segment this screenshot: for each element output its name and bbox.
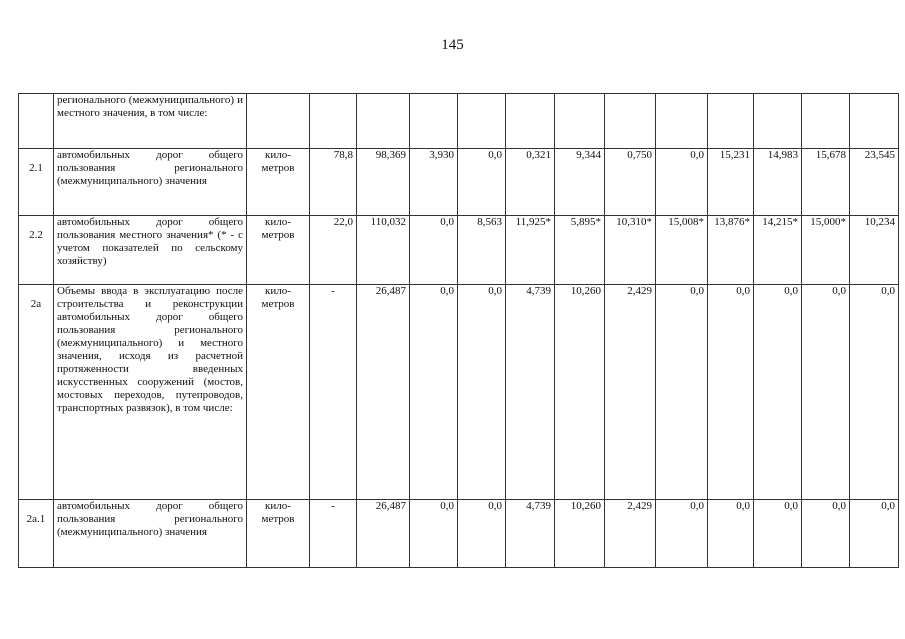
table-row <box>19 500 899 568</box>
value-cell <box>754 94 802 149</box>
value-cell: 2,429 <box>605 285 656 500</box>
value-cell: - <box>310 500 357 568</box>
value-cell: 3,930 <box>410 149 458 216</box>
value-cell: 10,260 <box>555 285 605 500</box>
value-cell: 4,739 <box>506 500 555 568</box>
value-cell: 0,0 <box>802 285 850 500</box>
value-cell: 15,678 <box>802 149 850 216</box>
row-unit: кило-метров <box>247 500 310 568</box>
table-row <box>19 216 899 285</box>
table-row <box>19 285 899 500</box>
value-cell <box>656 94 708 149</box>
value-cell: 8,563 <box>458 216 506 285</box>
value-cell: 0,0 <box>410 285 458 500</box>
value-cell: 9,344 <box>555 149 605 216</box>
value-cell: 0,0 <box>754 285 802 500</box>
value-cell: 0,0 <box>458 500 506 568</box>
value-cell: 10,234 <box>850 216 899 285</box>
row-number: 2а.1 <box>19 500 54 568</box>
value-cell: 11,925* <box>506 216 555 285</box>
value-cell: 0,0 <box>410 216 458 285</box>
value-cell: 0,0 <box>850 285 899 500</box>
indicators-table <box>18 93 899 568</box>
value-cell: 2,429 <box>605 500 656 568</box>
value-cell <box>357 94 410 149</box>
value-cell: 0,0 <box>656 285 708 500</box>
value-cell: 15,231 <box>708 149 754 216</box>
row-description: автомобильных дорог общего пользования местного значения* (* - с учетом показателей по сельскому хозяйству) <box>54 216 247 285</box>
value-cell: 15,008* <box>656 216 708 285</box>
value-cell <box>850 94 899 149</box>
value-cell: 0,0 <box>458 285 506 500</box>
value-cell: 0,0 <box>802 500 850 568</box>
value-cell: 10,310* <box>605 216 656 285</box>
value-cell: - <box>310 285 357 500</box>
value-cell: 0,321 <box>506 149 555 216</box>
value-cell <box>310 94 357 149</box>
row-number <box>19 94 54 149</box>
row-unit: кило-метров <box>247 216 310 285</box>
value-cell: 22,0 <box>310 216 357 285</box>
value-cell: 0,0 <box>410 500 458 568</box>
value-cell <box>802 94 850 149</box>
value-cell <box>555 94 605 149</box>
value-cell: 0,0 <box>708 500 754 568</box>
page-number: 145 <box>441 37 464 53</box>
value-cell: 0,0 <box>754 500 802 568</box>
row-description: автомобильных дорог общего пользования регионального (межмуниципального) значения <box>54 500 247 568</box>
row-description: регионального (межмуниципального) и местного значения, в том числе: <box>54 94 247 149</box>
value-cell: 0,0 <box>458 149 506 216</box>
value-cell: 0,0 <box>656 149 708 216</box>
row-description: автомобильных дорог общего пользования регионального (межмуниципального) значения <box>54 149 247 216</box>
row-number: 2.2 <box>19 216 54 285</box>
value-cell <box>605 94 656 149</box>
value-cell: 0,750 <box>605 149 656 216</box>
value-cell: 23,545 <box>850 149 899 216</box>
table-row <box>19 94 899 149</box>
value-cell: 110,032 <box>357 216 410 285</box>
value-cell <box>506 94 555 149</box>
value-cell: 5,895* <box>555 216 605 285</box>
row-unit <box>247 94 310 149</box>
row-unit: кило-метров <box>247 285 310 500</box>
value-cell: 10,260 <box>555 500 605 568</box>
row-unit: кило-метров <box>247 149 310 216</box>
value-cell <box>708 94 754 149</box>
table-row <box>19 149 899 216</box>
value-cell: 0,0 <box>656 500 708 568</box>
value-cell: 4,739 <box>506 285 555 500</box>
value-cell: 98,369 <box>357 149 410 216</box>
value-cell <box>410 94 458 149</box>
value-cell <box>458 94 506 149</box>
value-cell: 26,487 <box>357 285 410 500</box>
value-cell: 14,983 <box>754 149 802 216</box>
value-cell: 14,215* <box>754 216 802 285</box>
value-cell: 0,0 <box>708 285 754 500</box>
value-cell: 26,487 <box>357 500 410 568</box>
row-number: 2.1 <box>19 149 54 216</box>
value-cell: 13,876* <box>708 216 754 285</box>
value-cell: 78,8 <box>310 149 357 216</box>
value-cell: 15,000* <box>802 216 850 285</box>
row-description: Объемы ввода в эксплуатацию после строительства и реконструкции автомобильных дорог общего пользования регионального (межмуниципального) и местного значения, исходя из расчетной протяженности введенных искусственных сооружений (мостов, мостовых переходов, путепроводов, транспортных развязок), в том числе: <box>54 285 247 500</box>
value-cell: 0,0 <box>850 500 899 568</box>
row-number: 2а <box>19 285 54 500</box>
